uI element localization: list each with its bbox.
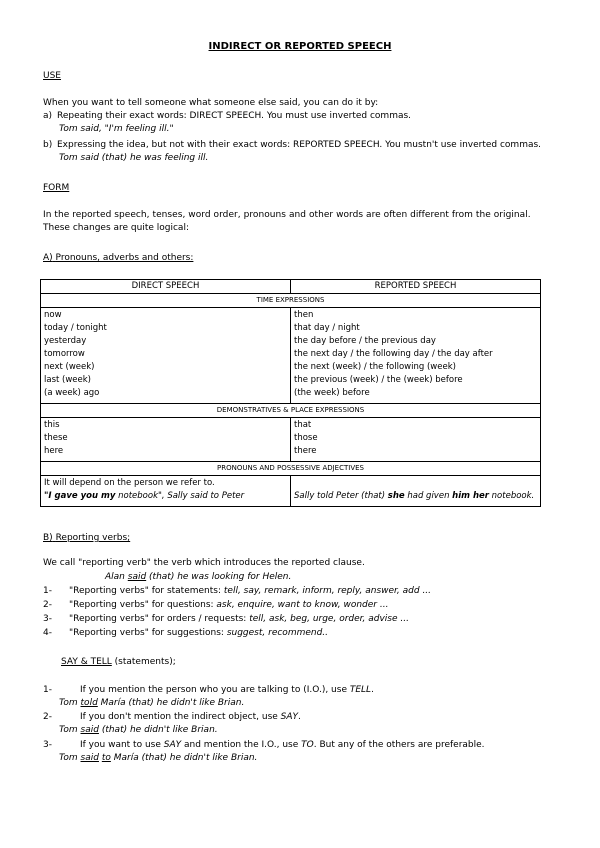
time-rows — [41, 308, 541, 404]
item-number: 3- — [43, 614, 52, 624]
say-tell-suffix: (statements); — [111, 657, 176, 667]
rule-2-example — [59, 725, 218, 737]
item-text: "Reporting verbs" for suggestions: — [69, 628, 227, 638]
section-b-intro: We call "reporting verb" the verb which introduces the reported clause. — [43, 558, 365, 568]
table-cell: yesterday — [44, 336, 87, 347]
item-list: tell, say, remark, inform, reply, answer, add ... — [223, 586, 432, 596]
table-cell: those — [294, 433, 318, 444]
pron-reported-part: had given — [404, 491, 453, 502]
item-number: 2- — [43, 600, 52, 610]
speech-table — [40, 279, 541, 507]
example-part: María (that) he didn't like Brian. — [110, 753, 258, 763]
example-verb: said — [127, 572, 147, 582]
rule-3 — [43, 740, 485, 752]
table-cell: today / tonight — [44, 323, 107, 334]
rule-2 — [43, 712, 301, 724]
table-cell: there — [294, 446, 317, 457]
say-tell-heading — [61, 657, 176, 669]
pron-direct-part: "I gave — [44, 491, 81, 502]
item-text: "Reporting verbs" for questions: — [69, 600, 217, 610]
pronouns-heading: PRONOUNS AND POSSESSIVE ADJECTIVES — [41, 462, 541, 476]
table-cell: that — [294, 420, 312, 431]
rule-verb: TO — [301, 740, 314, 750]
example-part: Tom — [59, 698, 81, 708]
table-cell: (a week) ago — [44, 388, 100, 399]
table-cell: now — [44, 310, 62, 321]
example-part: Alan — [105, 572, 128, 582]
example-verb: said — [80, 725, 99, 735]
section-b-label: B) — [43, 533, 53, 543]
use-heading: USE — [43, 71, 61, 81]
table-cell: here — [44, 446, 64, 457]
example-part: Tom — [59, 753, 81, 763]
use-intro: When you want to tell someone what someone else said, you can do it by: — [43, 98, 379, 108]
table-cell: tomorrow — [44, 349, 85, 360]
section-b-example — [105, 572, 291, 584]
time-direct-cell — [41, 308, 291, 404]
pron-reported-example — [294, 491, 537, 504]
rule-text: . — [371, 685, 374, 695]
table-cell: the day before / the previous day — [294, 336, 436, 347]
col-direct-header: DIRECT SPEECH — [41, 280, 291, 294]
example-verb: told — [80, 698, 98, 708]
page-title: INDIRECT OR REPORTED SPEECH — [208, 41, 392, 52]
time-expressions-heading: TIME EXPRESSIONS — [41, 294, 541, 308]
rule-text: If you want to use — [80, 740, 164, 750]
table-cell: next (week) — [44, 362, 95, 373]
use-a-example: Tom said, "I'm feeling ill." — [59, 124, 174, 134]
rule-text: . — [298, 712, 301, 722]
pron-direct-part: notebook", Sally said to Peter — [115, 491, 245, 502]
pron-rows — [41, 476, 541, 507]
pron-section-row — [41, 462, 541, 476]
time-reported-cell — [291, 308, 541, 404]
rule-verb: SAY — [280, 712, 299, 722]
table-cell: the next day / the following day / the day after — [294, 349, 493, 360]
pron-reported-part: Sally told Peter (that) — [294, 491, 388, 502]
use-a-text: Repeating their exact words: DIRECT SPEECH. You must use inverted commas. — [57, 111, 412, 121]
time-section-row — [41, 294, 541, 308]
demo-direct-cell — [41, 418, 291, 462]
table-cell: that day / night — [294, 323, 360, 334]
item-number: 1- — [43, 586, 52, 596]
list-item — [43, 628, 328, 640]
rule-text: If you mention the person who you are talking to (I.O.), use — [80, 685, 350, 695]
section-a-title: Pronouns, adverbs and others: — [55, 253, 194, 263]
say-tell-title: SAY & TELL — [61, 657, 112, 667]
col-reported-header: REPORTED SPEECH — [291, 280, 541, 294]
use-b-label: b) — [43, 140, 53, 150]
section-b-title: Reporting verbs; — [55, 533, 131, 543]
pron-direct-bold: you my — [80, 491, 116, 502]
demonstratives-heading: DEMONSTRATIVES & PLACE EXPRESSIONS — [41, 404, 541, 418]
use-b-example: Tom said (that) he was feeling ill. — [59, 153, 209, 163]
form-line-1: In the reported speech, tenses, word order, pronouns and other words are often different from the original. — [43, 210, 531, 220]
pron-direct-example — [44, 491, 287, 504]
item-text: "Reporting verbs" for statements: — [69, 586, 224, 596]
table-cell: last (week) — [44, 375, 91, 386]
rule-number: 1- — [43, 685, 52, 695]
example-part: Tom — [59, 725, 81, 735]
item-number: 4- — [43, 628, 52, 638]
form-line-2: These changes are quite logical: — [43, 223, 189, 233]
rule-1 — [43, 685, 374, 697]
section-a-label: A) — [43, 253, 53, 263]
rule-verb: TELL — [349, 685, 372, 695]
pron-reported-bold: she — [387, 491, 405, 502]
rule-number: 3- — [43, 740, 52, 750]
table-cell: these — [44, 433, 68, 444]
table-header-row — [41, 280, 541, 294]
table-cell: (the week) before — [294, 388, 370, 399]
example-part: María (that) he didn't like Brian. — [97, 698, 245, 708]
item-text: "Reporting verbs" for orders / requests: — [69, 614, 250, 624]
item-list: tell, ask, beg, urge, order, advise ... — [249, 614, 409, 624]
section-b-heading — [43, 533, 130, 545]
demo-reported-cell — [291, 418, 541, 462]
section-a-heading — [43, 253, 193, 265]
pron-reported-cell — [291, 476, 541, 507]
demo-rows — [41, 418, 541, 462]
example-part: (that) he was looking for Helen. — [146, 572, 292, 582]
rule-number: 2- — [43, 712, 52, 722]
list-item — [43, 586, 431, 598]
item-list: ask, enquire, want to know, wonder ... — [216, 600, 389, 610]
rule-1-example — [59, 698, 244, 710]
demo-section-row — [41, 404, 541, 418]
rule-3-example — [59, 753, 257, 765]
table-cell: the previous (week) / the (week) before — [294, 375, 463, 386]
rule-text: and mention the I.O., use — [181, 740, 302, 750]
example-verb: said — [80, 753, 99, 763]
pron-note: It will depend on the person we refer to. — [44, 478, 215, 489]
list-item — [43, 614, 409, 626]
table-cell: the next (week) / the following (week) — [294, 362, 456, 373]
rule-verb: SAY — [163, 740, 182, 750]
example-part: (that) he didn't like Brian. — [98, 725, 218, 735]
table-cell: this — [44, 420, 60, 431]
pron-direct-cell — [41, 476, 291, 507]
use-a-label: a) — [43, 111, 53, 121]
table-cell: then — [294, 310, 314, 321]
pron-reported-part: notebook. — [488, 491, 535, 502]
list-item — [43, 600, 388, 612]
rule-text: If you don't mention the indirect object, use — [80, 712, 281, 722]
pron-reported-bold: him her — [452, 491, 489, 502]
use-b-text: Expressing the idea, but not with their exact words: REPORTED SPEECH. You mustn't use inverted commas. — [57, 140, 542, 150]
item-list: suggest, recommend.. — [226, 628, 329, 638]
rule-text: . But any of the others are preferable. — [313, 740, 485, 750]
form-heading: FORM — [43, 183, 70, 193]
example-preposition: to — [101, 753, 111, 763]
